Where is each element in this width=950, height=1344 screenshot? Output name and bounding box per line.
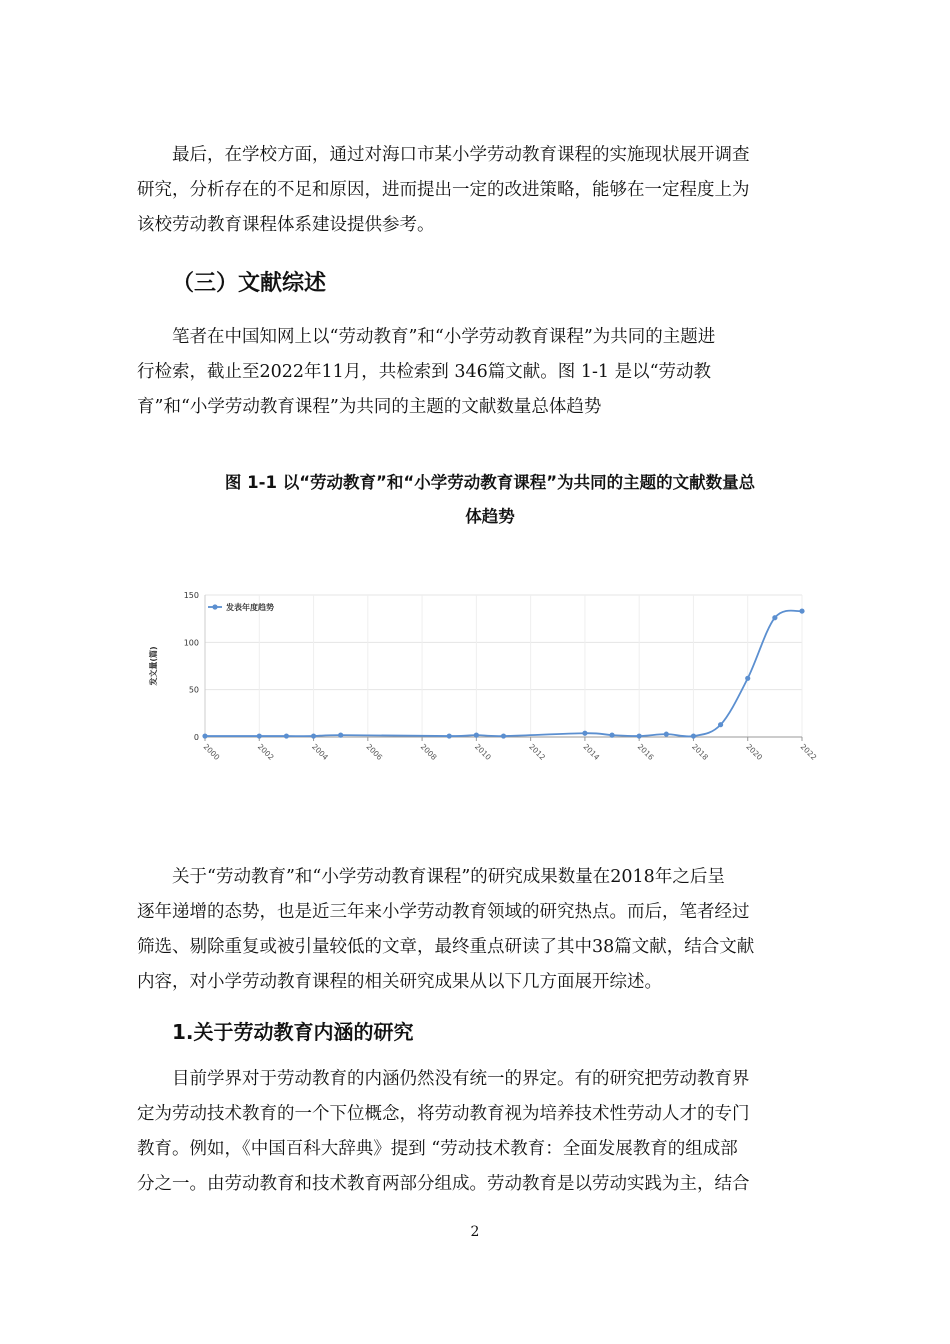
data-point	[447, 733, 452, 738]
x-tick-label: 2006	[364, 742, 385, 762]
data-point	[501, 733, 506, 738]
x-tick-label: 2014	[581, 742, 602, 762]
y-tick-label: 50	[188, 685, 199, 695]
text-line: 筛选、剔除重复或被引量较低的文章，最终重点研读了其中38篇文献，结合文献	[137, 937, 755, 957]
data-point	[637, 733, 642, 738]
x-tick-label: 2000	[201, 742, 222, 762]
figure-caption-line: 图 1-1 以“劳动教育”和“小学劳动教育课程”为共同的主题的文献数量总	[224, 473, 756, 492]
text-line: 定为劳动技术教育的一个下位概念，将劳动教育视为培养技术性劳动人才的专门	[137, 1104, 750, 1124]
text-line: 目前学界对于劳动教育的内涵仍然没有统一的界定。有的研究把劳动教育界	[172, 1069, 750, 1089]
x-tick-label: 2022	[798, 742, 819, 762]
section-heading-literature-review: （三）文献综述	[172, 271, 327, 296]
legend-marker	[212, 604, 217, 609]
publication-trend-chart	[140, 580, 820, 770]
x-tick-label: 2018	[690, 742, 710, 762]
data-point	[718, 722, 723, 727]
x-tick-label: 2012	[527, 742, 548, 762]
x-tick-label: 2004	[310, 742, 330, 762]
paragraph-search-description	[137, 320, 817, 425]
text-line: 内容，对小学劳动教育课程的相关研究成果从以下几方面展开综述。	[137, 972, 662, 992]
text-line: 育”和“小学劳动教育课程”为共同的主题的文献数量总体趋势	[137, 397, 602, 417]
data-point	[691, 733, 696, 738]
text-line: 关于“劳动教育”和“小学劳动教育课程”的研究成果数量在2018年之后呈	[172, 867, 725, 887]
series-line	[205, 611, 802, 737]
figure-caption	[160, 466, 820, 534]
paragraph-research-trend	[137, 860, 817, 1000]
paragraph-school-aspect	[137, 138, 817, 243]
data-point	[257, 733, 262, 738]
y-tick-label: 150	[183, 591, 199, 600]
data-point	[582, 731, 587, 736]
data-point	[202, 733, 207, 738]
text-line: 行检索，截止至2022年11月，共检索到 346篇文献。图 1-1 是以“劳动教	[137, 362, 712, 382]
data-point	[338, 733, 343, 738]
data-point	[772, 615, 777, 620]
text-line: 笔者在中国知网上以“劳动教育”和“小学劳动教育课程”为共同的主题进	[172, 327, 716, 347]
paragraph-connotation	[137, 1062, 817, 1202]
data-point	[745, 676, 750, 681]
x-tick-label: 2020	[744, 742, 765, 762]
data-point	[474, 733, 479, 738]
text-line: 该校劳动教育课程体系建设提供参考。	[137, 215, 435, 235]
figure-caption-line: 体趋势	[465, 507, 515, 526]
data-point	[664, 732, 669, 737]
data-point	[311, 733, 316, 738]
x-tick-label: 2016	[635, 742, 656, 762]
text-line: 最后，在学校方面，通过对海口市某小学劳动教育课程的实施现状展开调查	[172, 145, 750, 165]
legend-label: 发表年度趋势	[226, 603, 274, 612]
page-number: 2	[470, 1224, 480, 1240]
text-line: 分之一。由劳动教育和技术教育两部分组成。劳动教育是以劳动实践为主，结合	[137, 1174, 750, 1194]
x-tick-label: 2002	[255, 742, 276, 762]
y-axis-label: 发文量(篇)	[149, 646, 158, 686]
x-tick-label: 2010	[472, 742, 493, 762]
subsection-heading-labor-education-connotation: 1.关于劳动教育内涵的研究	[172, 1020, 414, 1044]
text-line: 教育。例如，《中国百科大辞典》提到 “劳动技术教育：全面发展教育的组成部	[137, 1139, 738, 1159]
text-line: 研究，分析存在的不足和原因，进而提出一定的改进策略，能够在一定程度上为	[137, 180, 750, 200]
data-point	[799, 608, 804, 613]
data-point	[284, 733, 289, 738]
text-line: 逐年递增的态势，也是近三年来小学劳动教育领域的研究热点。而后，笔者经过	[137, 902, 750, 922]
data-point	[609, 733, 614, 738]
y-tick-label: 100	[183, 638, 199, 648]
x-tick-label: 2008	[418, 742, 439, 762]
y-tick-label: 0	[193, 733, 199, 742]
